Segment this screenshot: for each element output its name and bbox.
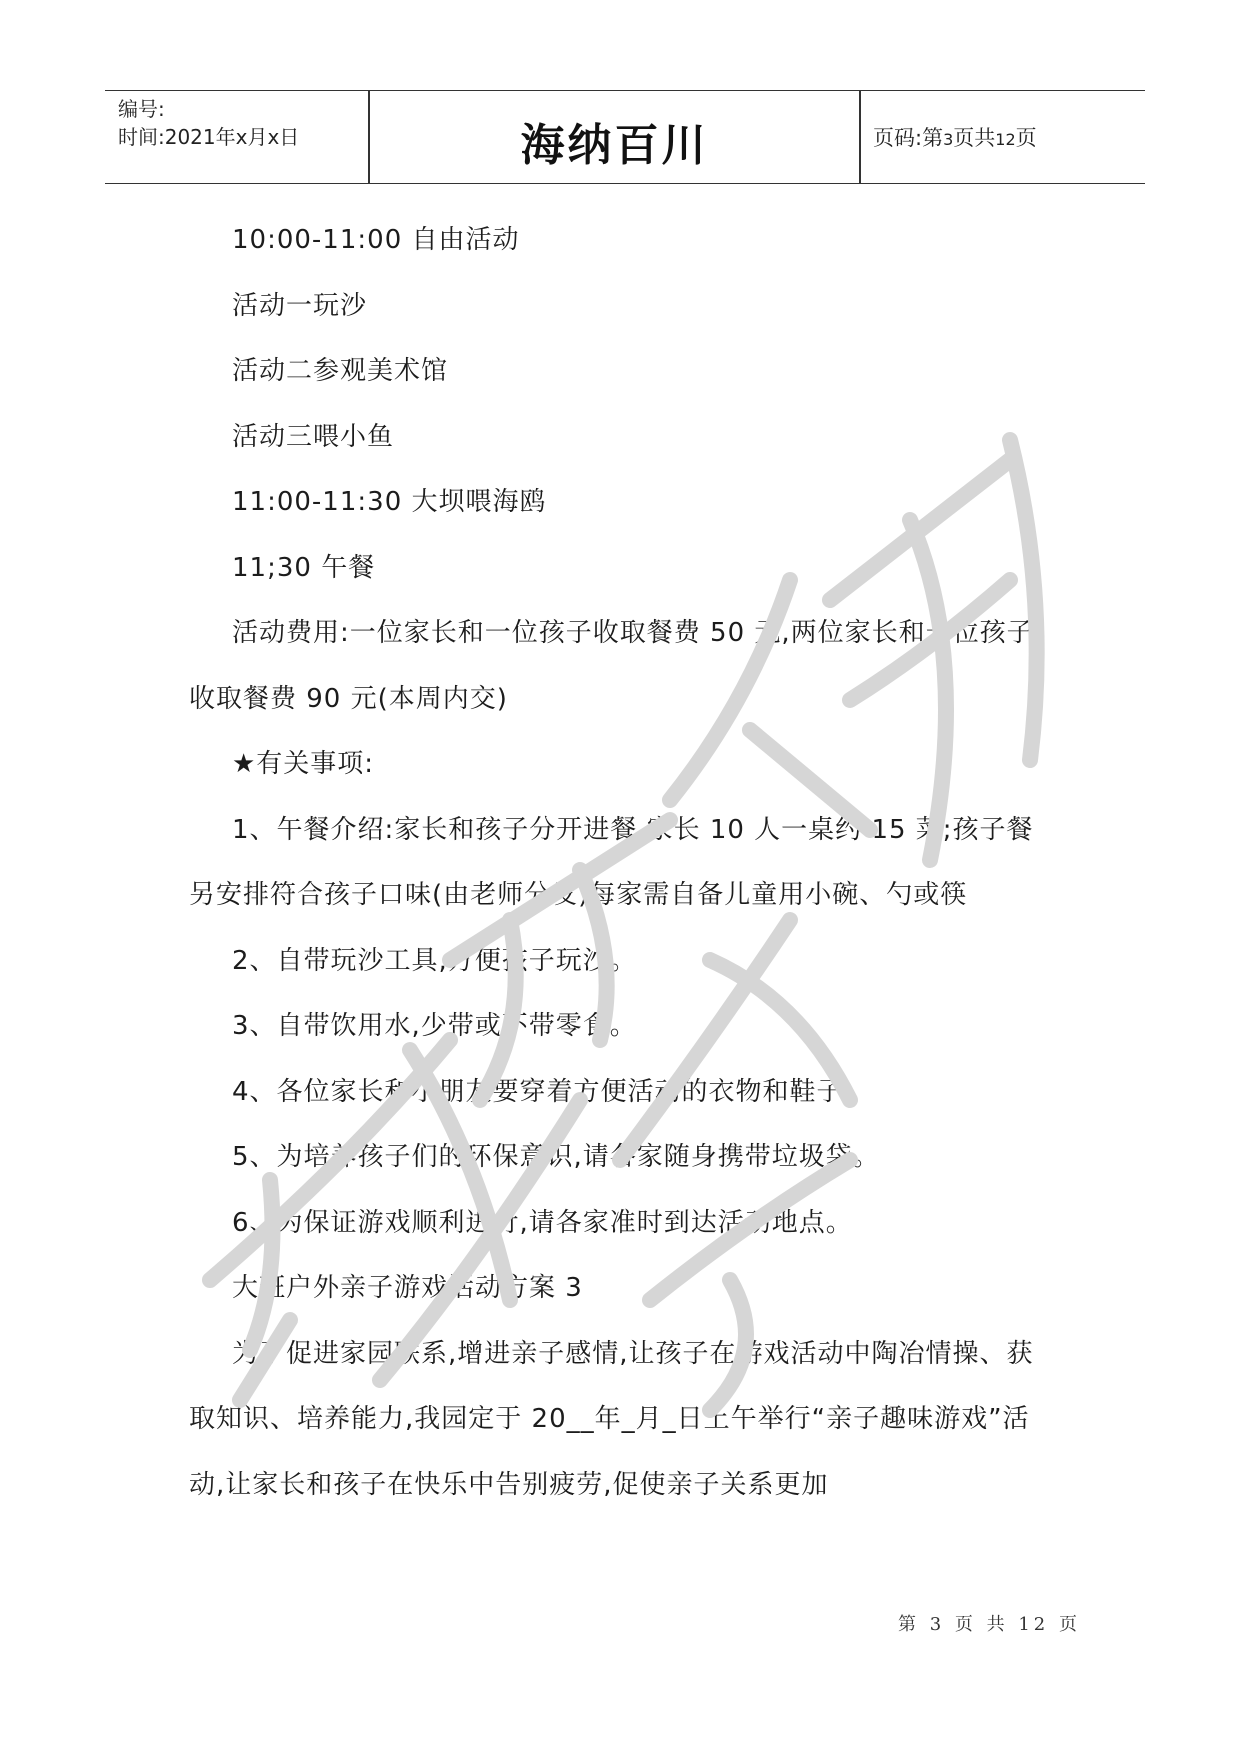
paragraph: 大班户外亲子游戏活动方案 3 [232, 1273, 583, 1303]
time-label: 时间:2021年x月x日 [118, 125, 300, 149]
paragraph: 2、自带玩沙工具,方便孩子玩沙。 [232, 945, 637, 976]
header-meta [118, 95, 368, 151]
paragraph: 为了促进家园联系,增进亲子感情,让孩子在游戏活动中陶冶情操、获取知识、培养能力,我园定于 20__年_月_日上午举行“亲子趣味游戏”活动,让家长和孩子在快乐中告别疲劳,促使亲子关系更加 [189, 1338, 1034, 1500]
page-indicator [873, 122, 1037, 152]
document-header [105, 90, 1145, 184]
paragraph: 1、午餐介绍:家长和孩子分开进餐,家长 10 人一桌约 15 菜;孩子餐另安排符合孩子口味(由老师分发)每家需自备儿童用小碗、勺或筷 [189, 814, 1034, 910]
page-total: 12 [995, 130, 1016, 149]
paragraph: 5、为培养孩子们的环保意识,请各家随身携带垃圾袋。 [232, 1142, 880, 1172]
watermark-text: 严禁复制 [150, 400, 154, 401]
page-mid: 页共 [953, 126, 996, 150]
paragraph: ★有关事项: [232, 749, 375, 779]
paragraph: 10:00-11:00 自由活动 [232, 225, 520, 255]
page-footer: 第 3 页 共 12 页 [898, 1614, 1081, 1635]
page-suffix: 页 [1015, 126, 1037, 150]
paragraph: 11:00-11:30 大坝喂海鸥 [232, 487, 547, 517]
paragraph: 3、自带饮用水,少带或不带零食。 [232, 1011, 637, 1041]
paragraph: 活动二参观美术馆 [232, 356, 449, 386]
paragraph: 活动三喂小鱼 [232, 421, 395, 452]
page-prefix: 页码:第 [873, 126, 944, 150]
paragraph: 活动费用:一位家长和一位孩子收取餐费 50 元,两位家长和一位孩子收取餐费 90 元(本周内交) [189, 618, 1034, 714]
paragraph: 4、各位家长和小朋友要穿着方便活动的衣物和鞋子。 [232, 1076, 871, 1107]
paragraph: 11;30 午餐 [232, 552, 376, 583]
company-title: 海纳百川 [520, 120, 709, 171]
header-divider [859, 91, 861, 183]
document-body [189, 208, 1059, 1518]
page-current: 3 [943, 130, 954, 149]
paragraph: 6、为保证游戏顺利进行,请各家准时到达活动地点。 [232, 1207, 853, 1238]
number-label: 编号: [118, 97, 165, 121]
paragraph: 活动一玩沙 [232, 290, 368, 321]
